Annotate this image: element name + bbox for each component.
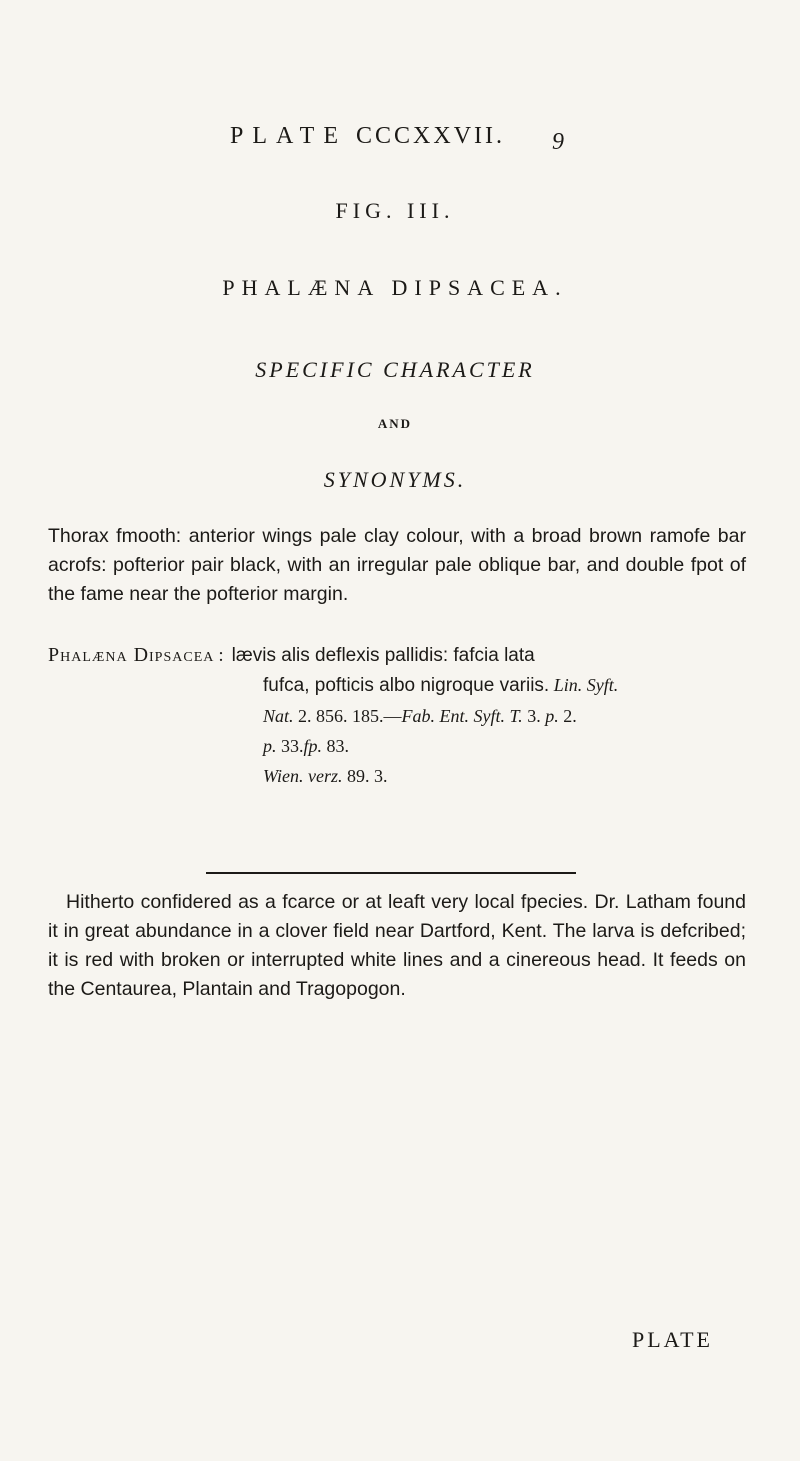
synonymy-references (263, 670, 748, 791)
reference-fabricius-p1: p. (545, 706, 559, 726)
reference-linnaeus-page: 2. 856. 185.— (298, 706, 402, 726)
figure-label: FIG. III. (335, 198, 455, 223)
reference-wien-page: 89. 3. (346, 766, 388, 786)
synonymy-line-3 (263, 701, 748, 731)
and-connector: AND (377, 416, 413, 431)
reference-fabricius-vol: 3. (527, 706, 541, 726)
running-head-plate-word: PLATE (230, 123, 347, 149)
synonymy-line-2 (263, 670, 748, 701)
reference-fabricius-page: 33. (281, 736, 304, 756)
reference-fabricius-abbrev: Fab. Ent. Syft. T. (401, 706, 523, 726)
species-description: Thorax fmooth: anterior wings pale clay colour, with a broad brown ramofe bar acrofs: pofterior pair black, with an irregular pale oblique bar, and double fpot of the fame near the pofterior margin. (48, 525, 746, 605)
synonymy-line-5 (263, 761, 748, 791)
reference-fabricius-sp: fp. (303, 736, 323, 756)
running-head (230, 123, 505, 150)
synonym-diagnosis-cont: fufca, pofticis albo nigroque variis. (263, 675, 550, 696)
synonym-diagnosis: lævis alis deflexis pallidis: fafcia lata (231, 645, 535, 666)
synonymy-first-line (48, 641, 748, 670)
running-head-plate-number: CCCXXVII. (356, 123, 506, 149)
observations-paragraph: Hitherto confidered as a fcarce or at leaft very local fpecies. Dr. Latham found it in great abundance in a clover field near Dartford, Kent. The larva is defcribed; it is red with broken or interrupted white lines and a cinereous head. It feeds on the Centaurea, Plantain and Tragopogon. (48, 891, 746, 1000)
reference-fabricius-number: 83. (326, 736, 350, 756)
specific-character-heading: SPECIFIC CHARACTER (255, 357, 535, 382)
reference-linnaeus-nat: Nat. (263, 706, 294, 726)
synonymy-block (48, 641, 748, 791)
synonym-colon: : (218, 645, 224, 666)
page-number: 9 (552, 129, 564, 155)
section-divider-rule (206, 872, 576, 874)
reference-fabricius-part: 2. (563, 706, 577, 726)
synonym-name: Phalæna Dipsacea (48, 644, 215, 666)
reference-fabricius-p2: p. (263, 736, 277, 756)
catchword: PLATE (632, 1327, 713, 1352)
species-title: PHALÆNA DIPSACEA. (222, 275, 568, 300)
synonyms-heading: SYNONYMS. (323, 467, 467, 492)
reference-wien-abbrev: Wien. verz. (263, 766, 343, 786)
reference-linnaeus-abbrev: Lin. Syft. (553, 675, 619, 695)
synonymy-line-4 (263, 731, 748, 761)
